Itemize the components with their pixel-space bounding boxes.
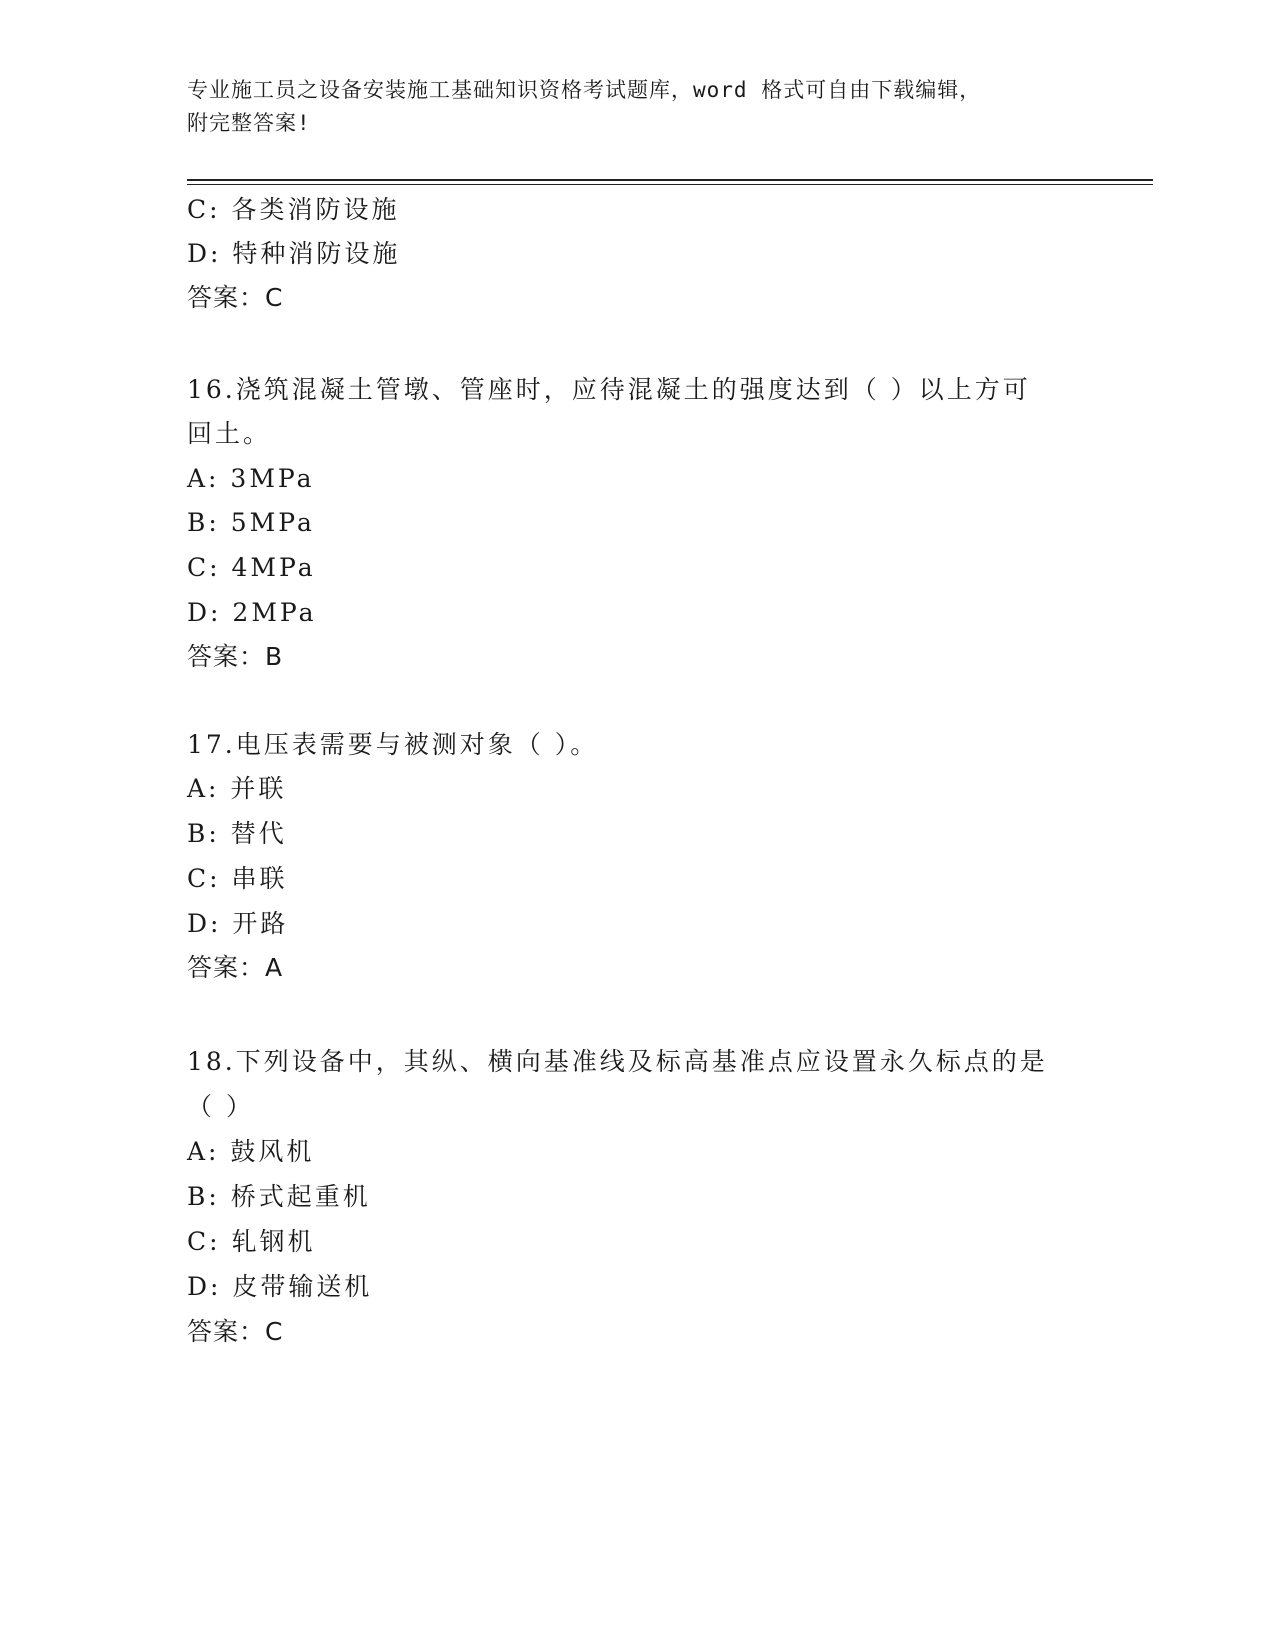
q16-option-d: D: 2MPa (187, 598, 317, 627)
q17-option-c: C: 串联 (187, 864, 288, 893)
q18-answer: 答案：C (187, 1317, 284, 1346)
q18-option-c: C: 轧钢机 (187, 1227, 316, 1256)
q16-option-c: C: 4MPa (187, 553, 316, 582)
q17-option-b: B: 替代 (187, 819, 287, 848)
q18-option-a: A: 鼓风机 (187, 1137, 315, 1166)
q16-option-b: B: 5MPa (187, 508, 315, 537)
header-divider-thin (187, 184, 1153, 185)
q16-answer: 答案：B (187, 642, 284, 671)
q16-option-a: A: 3MPa (187, 464, 315, 493)
q17-option-a: A: 并联 (187, 774, 287, 803)
q18-option-d: D: 皮带输送机 (187, 1272, 373, 1301)
document-header (187, 74, 1087, 140)
prev-option-c: C: 各类消防设施 (187, 195, 400, 224)
header-divider-thick (187, 179, 1153, 181)
q17-answer: 答案：A (187, 953, 284, 982)
header-line-1: 专业施工员之设备安装施工基础知识资格考试题库，word 格式可自由下载编辑， (187, 78, 982, 102)
q16-stem-line-2: 回土。 (187, 419, 272, 448)
header-line-2: 附完整答案! (187, 111, 311, 135)
prev-option-d: D: 特种消防设施 (187, 239, 401, 268)
prev-answer: 答案：C (187, 283, 284, 312)
q18-stem-line-1: 18.下列设备中，其纵、横向基准线及标高基准点应设置永久标点的是 (187, 1047, 1048, 1076)
q18-stem-line-2: （ ） (187, 1092, 254, 1121)
q18-option-b: B: 桥式起重机 (187, 1182, 371, 1211)
q17-option-d: D: 开路 (187, 909, 289, 938)
q17-stem-line-1: 17.电压表需要与被测对象（ ）。 (187, 730, 599, 759)
q16-stem-line-1: 16.浇筑混凝土管墩、管座时，应待混凝土的强度达到（ ）以上方可 (187, 375, 1031, 404)
